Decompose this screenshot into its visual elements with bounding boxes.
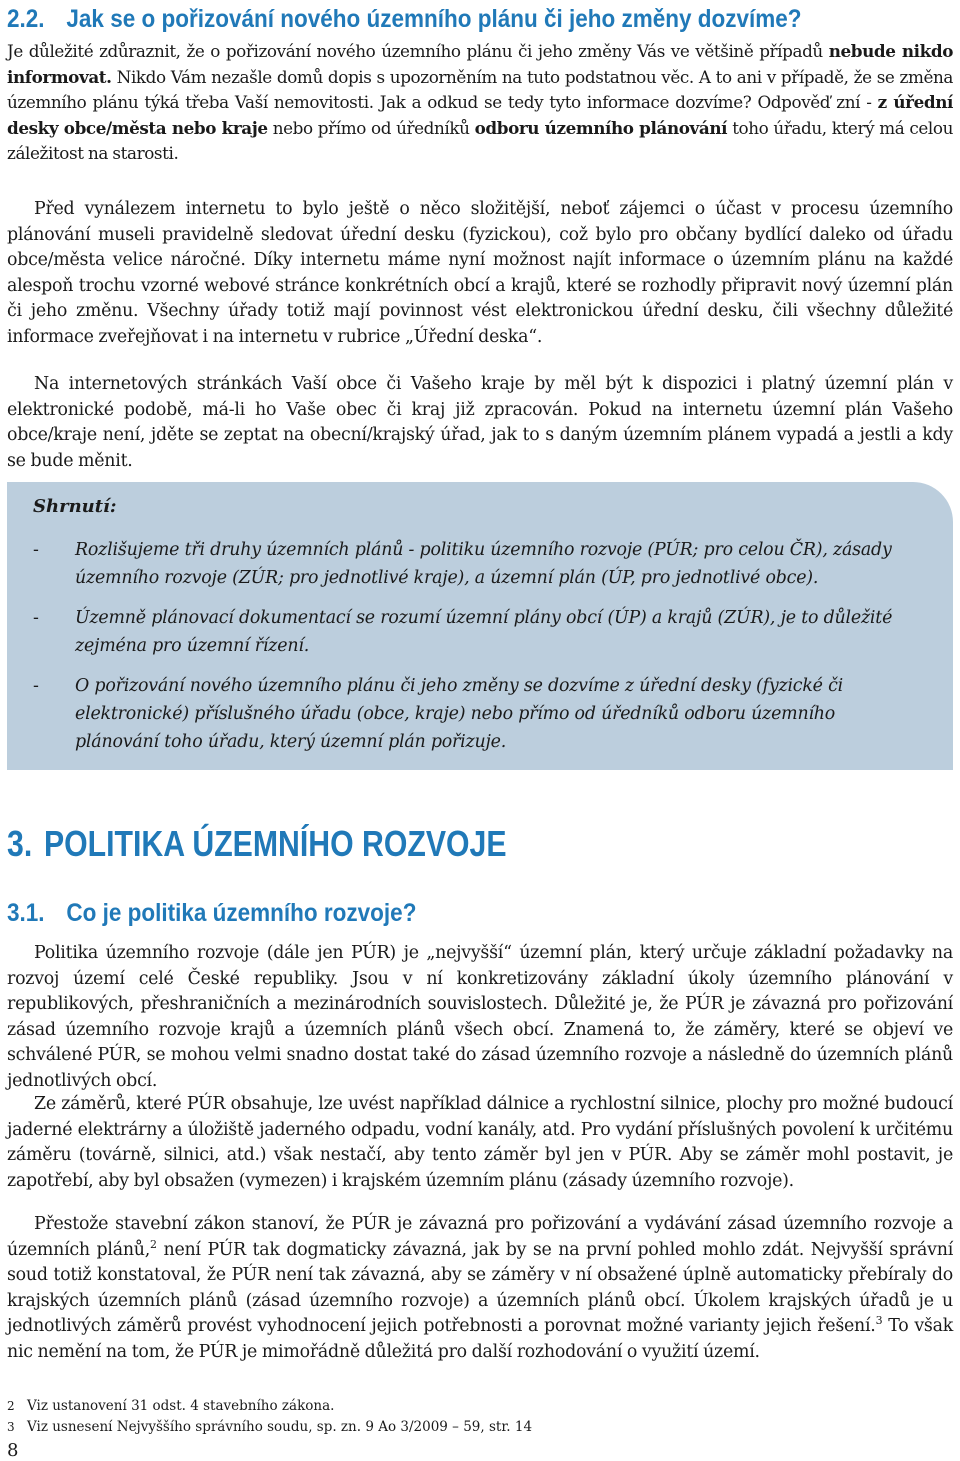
paragraph-pur-binding: Přestože stavební zákon stanoví, že PÚR je závazná pro pořizování a vydávání zásad územního rozvoje a územních plánů,$^2$ není PÚR tak dogmaticky závazná, jak by se na první pohled mohlo zdát. Nejvyšší správní soud totiž konstatoval, že PÚR není tak závazná, aby se záměry v ní obsažené úplně automaticky přebíraly do krajských územních plánů (zásad územního rozvoje) a územních plánů obcí. Úkolem krajských úřadů je u jednotlivých záměrů provést vyhodnocení jejich potřebnosti a porovnat možné varianty jejich řešení.$^3$ To však nic nemění na tom, že PÚR je mimořádně důležitá pro další rozhodování o využití území. [7, 1214, 954, 1362]
summary-item: - O pořizování nového územního plánu či jeho změny se dozvíme z úřední desky (fyzické či elektronické) příslušného úřadu (obce, kraje) nebo přímo od úředníků odboru územního plánování toho úřadu, který územní plán pořizuje. [33, 672, 913, 756]
chapter-title: POLITIKA ÚZEMNÍHO ROZVOJE [43, 823, 507, 864]
footnote-number: 3 [7, 1420, 15, 1434]
footnote-ref[interactable]: 2 [150, 1237, 157, 1251]
paragraph-pur-examples: Ze záměrů, které PÚR obsahuje, lze uvést například dálnice a rychlostní silnice, plochy pro možné budoucí jaderné elektrárny a úložiště jaderného odpadu, vodní kanály, atd. Pro vydání příslušných povolení k určitému záměru (továrně, silnici, atd.) však nestačí, aby tento záměr byl jen v PÚR. Aby se záměr mohl postavit, je zapotřebí, aby byl obsažen (vymezen) i krajském územním plánu (zásady územního rozvoje). [7, 1094, 953, 1191]
footnote-number: 2 [7, 1399, 15, 1413]
chapter-heading-3 [7, 824, 507, 864]
chapter-number: 3. [7, 823, 33, 864]
dash-bullet: - [33, 676, 39, 696]
section-heading-2-2 [7, 4, 802, 34]
section-title: Co je politika územního rozvoje? [66, 899, 417, 927]
section-heading-3-1 [7, 898, 416, 928]
footnote-ref[interactable]: 3 [875, 1314, 883, 1328]
paragraph-notification: Je důležité zdůraznit, že o pořizování nového územního plánu či jeho změny Vás ve většině případů nebude nikdo informovat. Nikdo Vám nezašle domů dopis s upozorněním na tuto podstatnou věc. A to ani v případě, že se změna územního plánu týká třeba Vaší nemovitosti. Jak a odkud se tedy tyto informace dozvíme? Odpověď zní - z úřední desky obce/města nebo kraje nebo přímo od úředníků odboru územního plánování toho úřadu, který má celou záležitost na starosti. [7, 41, 953, 164]
section-title: Jak se o pořizování nového územního plánu či jeho změny dozvíme? [66, 5, 802, 33]
footnote-text: Viz usnesení Nejvyššího správního soudu, sp. zn. 9 Ao 3/2009 – 59, str. 14 [27, 1419, 533, 1435]
summary-item: - Rozlišujeme tři druhy územních plánů - politiku územního rozvoje (PÚR; pro celou ČR), zásady územního rozvoje (ZÚR; pro jednotlivé kraje), a územní plán (ÚP, pro jednotlivé obce). [33, 536, 913, 592]
bold-phrase: odboru územního plánování [474, 117, 728, 138]
footnote [7, 1418, 532, 1436]
section-number: 3.1. [7, 899, 45, 927]
summary-list [33, 536, 913, 768]
paragraph-web-plan: Na internetových stránkách Vaší obce či Vašeho kraje by měl být k dispozici i platný územní plán v elektronické podobě, má-li ho Vaše obec či kraj již zpracován. Pokud na internetu územní plán Vašeho obce/kraje není, jděte se zeptat na obecní/krajský úřad, jak to s daným územním plánem vypadá a jestli a kdy se bude měnit. [7, 374, 953, 471]
summary-box [7, 482, 953, 770]
page-number: 8 [7, 1440, 19, 1461]
footnote [7, 1397, 334, 1415]
dash-bullet: - [33, 608, 39, 628]
summary-title: Shrnutí: [33, 496, 117, 517]
section-number: 2.2. [7, 5, 45, 33]
bold-phrase: z úřední desky obce/města nebo kraje [7, 92, 953, 138]
paragraph-pur-definition: Politika územního rozvoje (dále jen PÚR) je „nejvyšší“ územní plán, který určuje základní požadavky na rozvoj území celé České republiky. Jsou v ní konkretizovány základní úkoly územního plánování v republikových, přeshraničních a mezinárodních souvislostech. Důležité je, že PÚR je závazná pro pořizování zásad územního rozvoje krajů a územních plánů všech obcí. Znamená to, že záměry, které se objeví ve schválené PÚR, se mohou velmi snadno dostat také do zásad územního rozvoje a následně do územních plánů jednotlivých obcí. [7, 943, 953, 1091]
summary-item: - Územně plánovací dokumentací se rozumí územní plány obcí (ÚP) a krajů (ZÚR), je to důležité zejména pro územní řízení. [33, 604, 913, 660]
paragraph-internet: Před vynálezem internetu to bylo ještě o něco složitější, neboť zájemci o účast v procesu územního plánování museli pravidelně sledovat úřední desku (fyzickou), což bylo pro občany bydlící daleko od úřadu obce/města velice náročné. Díky internetu máme nyní možnost najít informace o územním plánu na každé alespoň trochu vzorné webové stránce konkrétních obcí a krajů, které se rozhodly připravit nový územní plán či jeho změnu. Všechny úřady totiž mají povinnost vést elektronickou úřední desku, čili všechny důležité informace zveřejňovat i na internetu v rubrice „Úřední deska“. [7, 199, 953, 347]
dash-bullet: - [33, 540, 39, 560]
footnote-text: Viz ustanovení 31 odst. 4 stavebního zákona. [27, 1398, 335, 1414]
bold-phrase: nebude nikdo informovat. [7, 41, 953, 87]
